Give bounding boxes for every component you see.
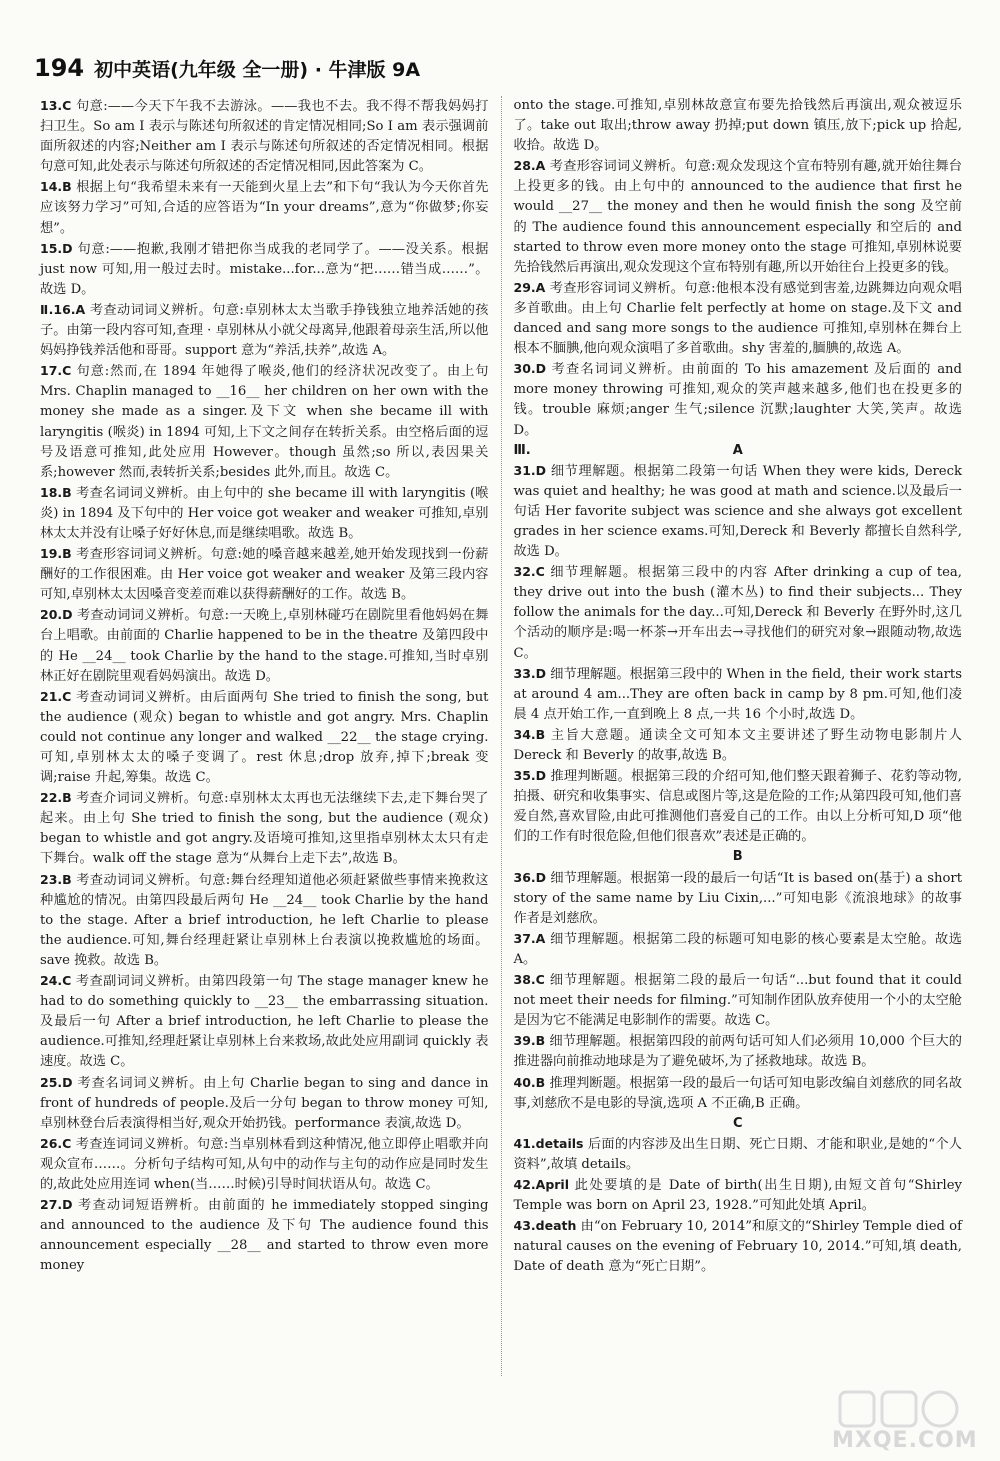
explanation-text: 考查名词词义辨析。由上句中的 she became ill with laryngitis (喉炎) in 1894 及下句中的 Her voice got weaker and weaker 可推知,卓别林太太并没有让嗓子好好休息,而是继续唱歌。故选 B。 xyxy=(40,485,489,541)
question-number: 32.C xyxy=(513,564,545,580)
question-number: 22.B xyxy=(40,790,72,806)
question-number: 36.D xyxy=(513,869,547,885)
question-number: 38.C xyxy=(513,972,545,988)
explanation-text: 考查动词词义辨析。由后面两句 She tried to finish the song, but the audience (观众) began to whistle and got angry. Mrs. Chaplin could not continue any longer and walked __22__ the stage crying.可知,卓别林太太的嗓子变调了。rest 休息;drop 放弃,掉下;break 变调;raise 升起,筹集。故选 C。 xyxy=(40,689,489,786)
answer-entry xyxy=(514,562,963,663)
question-number: 39.B xyxy=(513,1033,546,1049)
explanation-text: onto the stage.可推知,卓别林故意宣布要先拾钱然后再演出,观众被逗乐了。take out 取出;throw away 扔掉;put down 镇压,放下;pick up 拾起,收拾。故选 D。 xyxy=(513,98,962,154)
question-number: 40.B xyxy=(513,1074,546,1090)
left-column xyxy=(40,96,501,1376)
answer-entry xyxy=(514,868,963,929)
explanation-text: 考查名词词义辨析。由前面的 To his amazement 及后面的 and more money throwing 可推知,观众的笑声越来越多,他们也在投更多的钱。trouble 麻烦;anger 生气;silence 沉默;laughter 大笑,笑声。故选 D。 xyxy=(513,362,962,438)
answer-entry xyxy=(514,278,963,359)
answer-entry xyxy=(40,687,489,788)
explanation-text: 细节理解题。根据第二段第一句话 When they were kids, Dereck was quiet and healthy; he was good at math and science.以及最后一句话 Her favorite subject was science and she always got excellent grades in her science exams.可知,Dereck 和 Beverly 都擅长自然科学,故选 D。 xyxy=(513,463,962,560)
explanation-text: 细节理解题。根据第四段的前两句话可知人们必须用 10,000 个巨大的推进器向前推动地球是为了避免破坏,为了拯救地球。故选 B。 xyxy=(513,1034,962,1070)
answer-entry xyxy=(514,156,963,278)
question-number: 35.D xyxy=(513,768,547,784)
answer-entry xyxy=(514,1175,963,1216)
question-number: 30.D xyxy=(513,361,547,377)
explanation-text: 细节理解题。根据第三段中的内容 After drinking a cup of tea, they drive out into the bush (灌木丛) to find their subjects... They follow the animals for the day...可知,Dereck 和 Beverly 在野外时,这几个活动的顺序是:喝一杯茶→开车出去→寻找他们的研究对象→跟随动物,故选 C。 xyxy=(513,565,962,661)
explanation-text: 考查动词词义辨析。句意:一天晚上,卓别林碰巧在剧院里看他妈妈在舞台上唱歌。由前面的 Charlie happened to be in the theatre 及第四段中的 He __24__ took Charlie by the hand to the stage.可推知,当时卓别林正好在剧院里观看妈妈演出。故选 D。 xyxy=(40,608,489,684)
question-number: 41.details xyxy=(513,1135,584,1151)
question-number: 31.D xyxy=(513,462,547,478)
explanation-text: 细节理解题。根据第三段中的 When in the field, their work starts at around 4 am...They are often back in camp by 8 pm.可知,他们凌晨 4 点开始工作,一直到晚上 8 点,一共 16 个小时,故选 D。 xyxy=(513,666,963,722)
question-number: 19.B xyxy=(40,546,72,562)
question-number: Ⅱ.16.A xyxy=(40,301,86,317)
explanation-text: 考查动词词义辨析。句意:卓别林太太当歌手挣钱独立地养活她的孩子。由第一段内容可知,查理 · 卓别林从小就父母离异,他跟着母亲生活,所以他妈妈挣钱养活他和哥哥。support 意为“养活,扶养”,故选 A。 xyxy=(40,302,489,359)
question-number: 15.D xyxy=(40,240,73,256)
question-number: 24.C xyxy=(40,973,72,989)
answer-entry xyxy=(40,483,489,544)
explanation-text: 考查动词词义辨析。句意:舞台经理知道他必须赶紧做些事情来挽救这种尴尬的情况。由第四段最后两句 He __24__ took Charlie by the hand to the stage. After a brief introduction, he left Charlie to please the audience.可知,舞台经理赶紧让卓别林上台表演以挽救尴尬的场面。save 挽救。故选 B。 xyxy=(40,872,489,968)
passage-heading: A xyxy=(732,442,743,458)
question-number: 26.C xyxy=(40,1135,72,1151)
explanation-text: 考查介词词义辨析。句意:卓别林太太再也无法继续下去,走下舞台哭了起来。由上句 She tried to finish the song, but the audience (观众) began to whistle and got angry.及语境可推知,这里指卓别林太太只有走下舞台。walk off the stage 意为“从舞台上走下去”,故选 B。 xyxy=(40,791,489,867)
answer-entry xyxy=(40,239,489,300)
answer-entry xyxy=(40,96,489,177)
explanation-text: 细节理解题。根据第一段的最后一句话“It is based on(基于) a short story of the same name by Liu Cixin,...”可知电影《流浪地球》的故事作者是刘慈欣。 xyxy=(513,870,962,926)
answer-entry xyxy=(40,1134,489,1195)
answer-entry xyxy=(514,725,963,766)
question-number: 18.B xyxy=(40,484,72,500)
explanation-text: 句意:然而,在 1894 年她得了喉炎,他们的经济状况改变了。由上句 Mrs. Chaplin managed to __16__ her children on her own with the money she made as a singer.及下文 when she became ill with laryngitis (喉炎) in 1894 可知,上下文之间存在转折关系。由空格后面的逗号及语意可推知,此处应用 However。though 虽然;so 所以,表因果关系;however 然而,表转折关系;besides 此外,而且。故选 C。 xyxy=(40,364,489,480)
explanation-text: 考查动词短语辨析。由前面的 he immediately stopped singing and announced to the audience 及下句 The audience found this announcement especially __28__ and started to throw even more money xyxy=(40,1198,489,1274)
question-number: 25.D xyxy=(40,1074,73,1090)
question-number: 33.D xyxy=(513,665,547,681)
question-number: 14.B xyxy=(40,179,72,195)
answer-entry xyxy=(40,361,489,483)
answer-entry xyxy=(40,300,489,361)
answer-entry xyxy=(40,544,489,605)
answer-columns xyxy=(40,96,962,1376)
explanation-text: 此处要填的是 Date of birth(出生日期),由短文首句“Shirley Temple was born on April 23, 1928.”可知此处填 April。 xyxy=(513,1177,962,1214)
page-number: 194 xyxy=(34,54,85,82)
passage-heading: C xyxy=(732,1115,743,1131)
answer-entry xyxy=(514,766,963,847)
answer-entry xyxy=(514,929,963,970)
page-header xyxy=(34,50,534,86)
explanation-text: 细节理解题。根据第二段的最后一句话“...but found that it could not meet their needs for filming.”可知制作团队放弃使用一个小的太空舱是因为它不能满足电影制作的需要。故选 C。 xyxy=(513,973,962,1029)
explanation-text: 推理判断题。根据第一段的最后一句话可知电影改编自刘慈欣的同名故事,刘慈欣不是电影的导演,选项 A 不正确,B 正确。 xyxy=(513,1075,962,1111)
answer-entry xyxy=(514,664,963,725)
answer-entry xyxy=(514,1216,963,1277)
section-label: Ⅲ. xyxy=(513,442,531,458)
question-number: 27.D xyxy=(40,1197,73,1213)
book-title: 初中英语(九年级 全一册) · 牛津版 9A xyxy=(94,58,421,81)
explanation-text: 句意:——抱歉,我刚才错把你当成我的老同学了。——没关系。根据 just now 可知,用一般过去时。mistake...for...意为“把……错当成……”。故选 D。 xyxy=(40,241,489,297)
explanation-text: 考查形容词词义辨析。句意:他根本没有感觉到害羞,边跳舞边向观众唱多首歌曲。由上句 Charlie felt perfectly at home on stage.及下文 and danced and sang more songs to the audience 可推知,卓别林在舞台上根本不腼腆,他向观众演唱了多首歌曲。shy 害羞的,腼腆的,故选 A。 xyxy=(513,280,962,357)
answer-entry xyxy=(40,1073,489,1134)
answer-entry xyxy=(40,1195,489,1276)
answer-entry xyxy=(40,177,489,238)
answer-entry xyxy=(514,1134,963,1175)
explanation-text: 考查副词词义辨析。由第四段第一句 The stage manager knew he had to do something quickly to __23__ the embarrassing situation. 及最后一句 After a brief introduction, he left Charlie to please the audience.可推知,经理赶紧让卓别林上台来救场,故此处应用副词 quickly 表速度。故选 C。 xyxy=(40,974,489,1070)
answer-entry xyxy=(514,1073,963,1114)
answer-entry xyxy=(514,970,963,1031)
question-number: 17.C xyxy=(40,363,72,379)
question-number: 29.A xyxy=(513,279,546,295)
question-number: 28.A xyxy=(513,158,546,174)
question-number: 43.death xyxy=(513,1218,577,1234)
explanation-text: 推理判断题。根据第三段的介绍可知,他们整天跟着狮子、花豹等动物,拍摄、研究和收集事实、信息或图片等,这是危险的工作;从第四段可知,他们喜爱自然,喜欢冒险,由此可推测他们喜爱自己的工作。由以上分析可知,D 项“他们的工作有时很危险,但他们很喜欢”表述是正确的。 xyxy=(513,769,962,845)
question-number: 20.D xyxy=(40,607,73,623)
question-number: 21.C xyxy=(40,688,72,704)
answer-entry xyxy=(40,870,489,971)
answer-entry xyxy=(40,788,489,869)
answer-entry xyxy=(40,605,489,686)
explanation-text: 后面的内容涉及出生日期、死亡日期、才能和职业,是她的“个人资料”,故填 details。 xyxy=(513,1136,962,1172)
explanation-text: 考查形容词词义辨析。句意:她的嗓音越来越差,她开始发现找到一份薪酬好的工作很困难。由 Her voice got weaker and weaker 及第三段内容可知,卓别林太太因嗓音变差而难以获得薪酬好的工作。故选 B。 xyxy=(40,547,489,603)
explanation-text: 主旨大意题。通读全文可知本文主要讲述了野生动物电影制片人 Dereck 和 Beverly 的故事,故选 B。 xyxy=(513,727,962,763)
question-number: 42.April xyxy=(513,1176,569,1192)
right-column xyxy=(501,96,963,1376)
question-number: 23.B xyxy=(40,871,72,887)
explanation-text: 考查形容词词义辨析。句意:观众发现这个宣布特别有趣,就开始往舞台上投更多的钱。由上句中的 announced to the audience that first he would __27__ the money and then he would finish the song 及空前的 The audience found this announcement especially 和空后的 and started to throw even more money onto the stage 可推知,卓别林说要先拾钱然后再演出,观众发现这个宣布特别有趣,所以开始往台上投更多的钱。 xyxy=(513,159,962,275)
passage-heading: B xyxy=(732,849,743,865)
explanation-text: 细节理解题。根据第二段的标题可知电影的核心要素是太空舱。故选 A。 xyxy=(513,931,962,967)
answer-entry xyxy=(514,96,963,156)
question-number: 37.A xyxy=(513,930,546,946)
answer-entry xyxy=(40,971,489,1072)
question-number: 13.C xyxy=(40,98,72,113)
question-number: 34.B xyxy=(513,726,546,742)
watermark-text: MXQE.COM xyxy=(832,1428,978,1453)
answer-entry xyxy=(514,359,963,440)
explanation-text: 考查名词词义辨析。由上句 Charlie began to sing and dance in front of hundreds of people.及后一分句 began to throw money 可知,卓别林登台后表演得相当好,观众开始扔钱。performance 表演,故选 D。 xyxy=(40,1075,489,1131)
explanation-text: 根据上句“我希望未来有一天能到火星上去”和下句“我认为今天你首先应该努力学习”可知,合适的应答语为“In your dreams”,意为“你做梦;你妄想”。 xyxy=(40,180,489,236)
answer-entry xyxy=(514,461,963,562)
explanation-text: 由“on February 10, 2014”和原文的“Shirley Temple died of natural causes on the evening of February 10, 2014.”可知,填 death, Date of death 意为“死亡日期”。 xyxy=(513,1219,962,1275)
explanation-text: 考查连词词义辨析。句意:当卓别林看到这种情况,他立即停止唱歌并向观众宣布……。分析句子结构可知,从句中的动作与主句的动作应是同时发生的,故此处应用连词 when(当……时候)引导时间状语从句。故选 C。 xyxy=(40,1136,489,1192)
answer-entry xyxy=(514,1031,963,1072)
explanation-text: 句意:——今天下午我不去游泳。——我也不去。我不得不帮我妈妈打扫卫生。So am I 表示与陈述句所叙述的肯定情况相同;So I am 表示强调前面所叙述的内容;Neither am I 表示与陈述句所叙述的否定情况相同。根据句意可知,此处表示与陈述句所叙述的否定情况相同,因此答案为 C。 xyxy=(40,99,489,175)
